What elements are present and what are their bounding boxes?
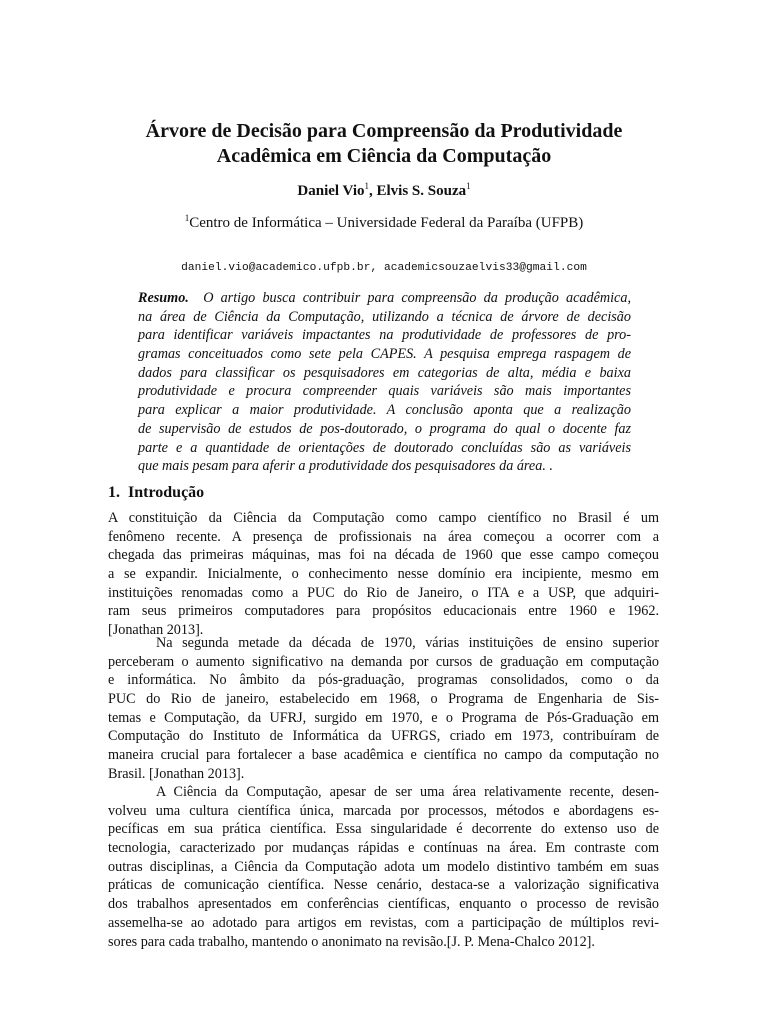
paragraph-line: PUC do Rio de janeiro, estabelecido em 1968, o Programa de Engenharia de Sis- bbox=[108, 691, 659, 708]
author-name: Daniel Vio bbox=[297, 183, 365, 199]
paragraph-line: Brasil. [Jonathan 2013]. bbox=[108, 765, 245, 782]
paragraph-line: [Jonathan 2013]. bbox=[108, 622, 204, 639]
author-emails: daniel.vio@academico.ufpb.br, academicsouzaelvis33@gmail.com bbox=[181, 262, 587, 274]
abstract-line: na área de Ciência da Computação, utilizando a técnica de árvore de decisão bbox=[138, 308, 631, 325]
paragraph-line: fenômeno recente. A presença de profissionais na área começou a ocorrer com a bbox=[108, 528, 659, 545]
paper-title bbox=[0, 119, 768, 169]
affiliation-mark: 1 bbox=[364, 181, 369, 191]
title-line: Árvore de Decisão para Compreensão da Produtividade bbox=[145, 120, 623, 142]
abstract-line: de supervisão de estudos de pos-doutorado, o programa do qual o docente faz bbox=[138, 420, 631, 437]
paragraph-line: chegada das primeiras máquinas, mas foi na década de 1960 que esse campo começou bbox=[108, 547, 659, 564]
abstract-label: Resumo. bbox=[138, 290, 189, 306]
paragraph-line: pecíficas em sua prática científica. Essa singularidade é decorrente do extenso uso de bbox=[108, 821, 659, 838]
paragraph-line: dos trabalhos apresentados em conferências científicas, enquanto o processo de revisão bbox=[108, 896, 659, 913]
author-separator: , bbox=[368, 183, 377, 199]
abstract-line bbox=[138, 289, 631, 308]
paragraph-line: tecnologia, caracterizado por mudanças rápidas e contínuas na área. Em contraste com bbox=[108, 840, 659, 857]
paragraph-line: Na segunda metade da década de 1970, várias instituições de ensino superior bbox=[156, 635, 659, 651]
section-title: Introdução bbox=[128, 484, 205, 501]
author-list bbox=[0, 181, 768, 201]
abstract-line: para explicar a maior produtividade. A conclusão aponta que a realização bbox=[138, 402, 631, 419]
section-number: 1. bbox=[108, 484, 120, 501]
affiliation-mark: 1 bbox=[466, 181, 471, 191]
affiliation-text: Centro de Informática – Universidade Federal da Paraíba (UFPB) bbox=[189, 215, 584, 231]
abstract-text: O artigo busca contribuir para compreensão da produção acadêmica, bbox=[203, 290, 631, 306]
paragraph-line: maneira crucial para fortalecer a base acadêmica e científica no campo da computação no bbox=[108, 747, 659, 764]
paragraph-line: instituições renomadas como a PUC do Rio de Janeiro, o ITA e a USP, que adquiri- bbox=[108, 584, 659, 601]
affiliation bbox=[0, 213, 768, 233]
section-heading bbox=[108, 483, 204, 503]
paragraph-line: assemelha-se ao adotado para artigos em revistas, com a participação de múltiplos revi- bbox=[108, 914, 659, 931]
paragraph-line: perceberam o aumento significativo na demanda por cursos de graduação em computação bbox=[108, 653, 659, 670]
paragraph-line: Computação do Instituto de Informática da UFRGS, criado em 1973, contribuíram de bbox=[108, 728, 659, 745]
paragraph-line: e informática. No âmbito da pós-graduação, programas consolidados, como o da bbox=[108, 672, 659, 689]
abstract bbox=[138, 289, 631, 476]
body-paragraph bbox=[108, 634, 659, 784]
paragraph-line: práticas de comunicação científica. Nesse cenário, destaca-se a valorização significativa bbox=[108, 877, 659, 894]
title-line: Acadêmica em Ciência da Computação bbox=[216, 145, 552, 167]
abstract-line: gramas conceituados como sete pela CAPES. A pesquisa emprega raspagem de bbox=[138, 346, 631, 363]
paragraph-line: outras disciplinas, a Ciência da Computação adota um modelo distintivo também em suas bbox=[108, 858, 659, 875]
paragraph-line: temas e Computação, da UFRJ, surgido em 1970, e o Programa de Pós-Graduação em bbox=[108, 709, 659, 726]
body-paragraph bbox=[108, 783, 659, 951]
paragraph-line: A constituição da Ciência da Computação como campo científico no Brasil é um bbox=[108, 510, 659, 526]
abstract-line: parte e a quantidade de orientações de doutorado concluídas são as variáveis bbox=[138, 439, 631, 456]
paragraph-line: A Ciência da Computação, apesar de ser uma área relativamente recente, desen- bbox=[156, 784, 659, 800]
paragraph-line: ram seus primeiros computadores para propósitos educacionais entre 1960 e 1962. bbox=[108, 603, 659, 620]
abstract-line: produtividade e procura compreender quais variáveis são mais importantes bbox=[138, 383, 631, 400]
body-paragraph bbox=[108, 509, 659, 640]
abstract-line: que mais pesam para aferir a produtividade dos pesquisadores da área. . bbox=[138, 458, 553, 475]
paragraph-line: a se expandir. Inicialmente, o conhecimento nesse domínio era incipiente, mesmo em bbox=[108, 566, 659, 583]
abstract-line: para identificar variáveis impactantes na produtividade de professores de pro- bbox=[138, 327, 631, 344]
abstract-line: dados para classificar os pesquisadores em categorias de alta, média e baixa bbox=[138, 364, 631, 381]
paragraph-line: sores para cada trabalho, mantendo o anonimato na revisão.[J. P. Mena-Chalco 2012]. bbox=[108, 933, 595, 950]
paragraph-line: volveu uma cultura científica única, marcada por processos, métodos e abordagens es- bbox=[108, 802, 659, 819]
affiliation-mark: 1 bbox=[184, 213, 190, 223]
author-name: Elvis S. Souza bbox=[376, 183, 467, 199]
